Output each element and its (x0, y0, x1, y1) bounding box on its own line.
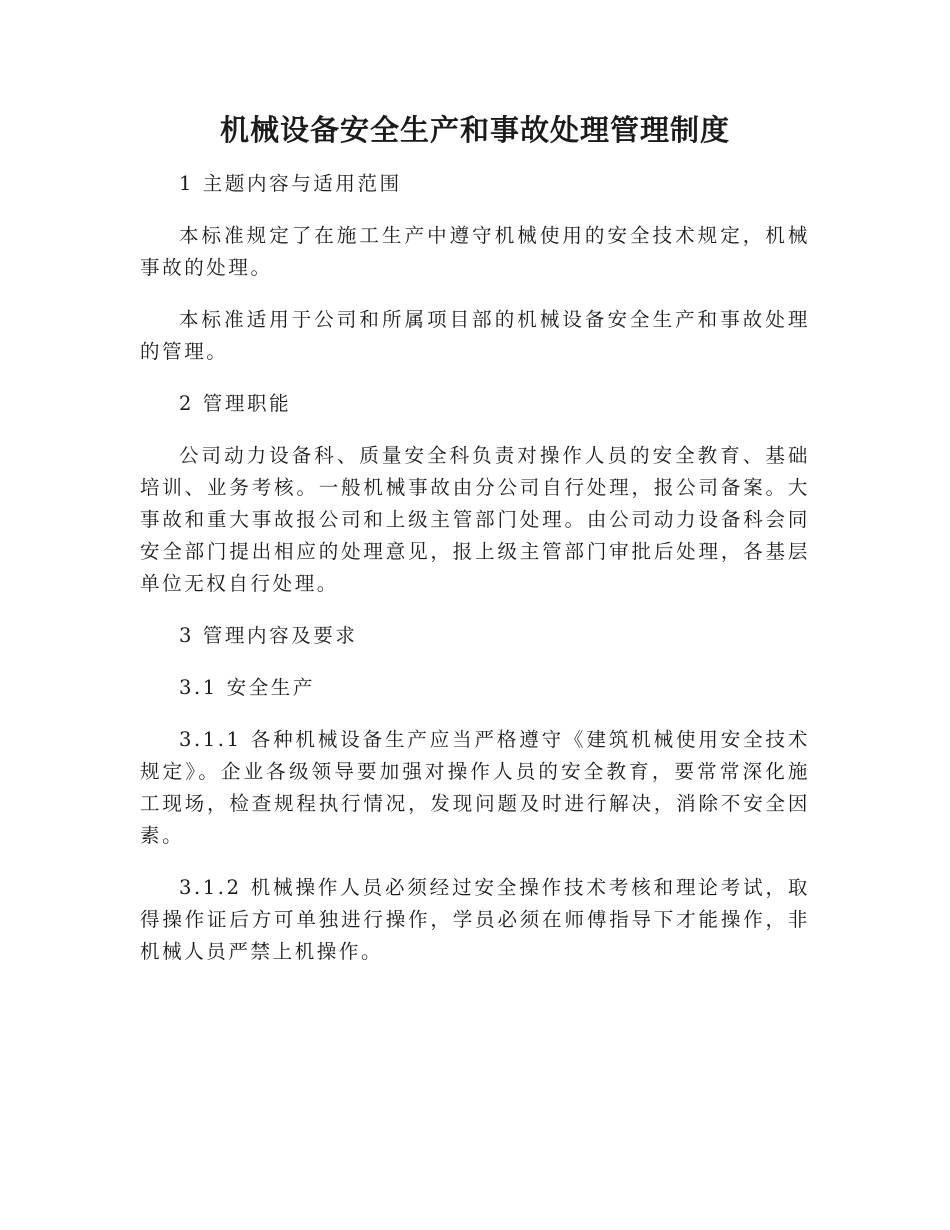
section-heading-2: 2 管理职能 (179, 392, 292, 415)
paragraph-management-duties: 公司动力设备科、质量安全科负责对操作人员的安全教育、基础培训、业务考核。一般机械事故由分公司自行处理，报公司备案。大事故和重大事故报公司和上级主管部门处理。由公司动力设备科会同安全部门提出相应的处理意见，报上级主管部门审批后处理，各基层单位无权自行处理。 (140, 444, 810, 595)
paragraph-scope-2: 本标准适用于公司和所属项目部的机械设备安全生产和事故处理的管理。 (140, 308, 810, 363)
section-heading-3: 3 管理内容及要求 (179, 624, 358, 647)
document-body (140, 168, 810, 988)
paragraph-scope-1: 本标准规定了在施工生产中遵守机械使用的安全技术规定，机械事故的处理。 (140, 224, 810, 279)
paragraph-3-1-2: 3.1.2 机械操作人员必须经过安全操作技术考核和理论考试，取得操作证后方可单独进行操作，学员必须在师傅指导下才能操作，非机械人员严禁上机操作。 (140, 876, 810, 963)
subsection-heading-3-1: 3.1 安全生产 (179, 676, 316, 699)
section-heading-1: 1 主题内容与适用范围 (179, 172, 402, 195)
document-title: 机械设备安全生产和事故处理管理制度 (219, 113, 730, 147)
paragraph-3-1-1: 3.1.1 各种机械设备生产应当严格遵守《建筑机械使用安全技术规定》。企业各级领导要加强对操作人员的安全教育，要常常深化施工现场，检查规程执行情况，发现问题及时进行解决，消除不安全因素。 (140, 728, 810, 847)
